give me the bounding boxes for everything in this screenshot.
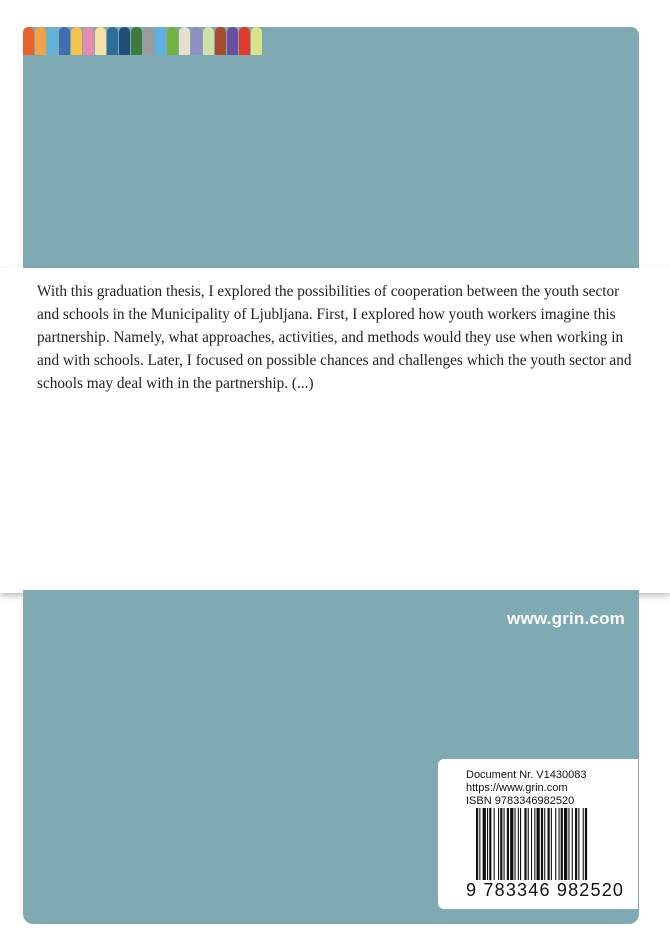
- barcode-bar: [572, 808, 573, 880]
- barcode-bar: [518, 808, 519, 880]
- barcode-bar: [524, 808, 526, 880]
- color-tab: [167, 27, 178, 55]
- isbn-label: ISBN 9783346982520: [466, 795, 575, 807]
- barcode-bar: [498, 808, 499, 880]
- barcode-bar: [559, 808, 560, 880]
- document-number: Document Nr. V1430083: [466, 769, 587, 781]
- barcode-bar: [541, 808, 543, 880]
- color-tab: [215, 27, 226, 55]
- barcode-bar: [551, 808, 552, 880]
- barcode-bar: [504, 808, 505, 880]
- barcode-bar: [494, 808, 495, 880]
- barcode-bar: [534, 808, 535, 880]
- barcode-bar: [510, 808, 513, 880]
- barcode-bar: [585, 808, 587, 880]
- color-tab: [227, 27, 238, 55]
- color-tab: [107, 27, 118, 55]
- barcode-bar: [578, 808, 579, 880]
- barcode-bar: [520, 808, 521, 880]
- barcode-bar: [500, 808, 502, 880]
- barcode-digits: 9 783346 982520: [466, 880, 625, 900]
- color-tab: [83, 27, 94, 55]
- barcode-bar: [561, 808, 563, 880]
- barcode-bar: [575, 808, 577, 880]
- barcode-bar: [544, 808, 545, 880]
- color-tab: [35, 27, 46, 55]
- color-tab: [143, 27, 154, 55]
- color-tab: [203, 27, 214, 55]
- barcode-bar: [548, 808, 550, 880]
- color-tab: [59, 27, 70, 55]
- barcode-icon: [476, 808, 624, 880]
- barcode-bar: [476, 808, 478, 880]
- color-tab: [71, 27, 82, 55]
- color-tab: [179, 27, 190, 55]
- barcode-bar: [489, 808, 491, 880]
- barcode-bar: [564, 808, 567, 880]
- color-tab: [47, 27, 58, 55]
- abstract-text: With this graduation thesis, I explored the possibilities of cooperation between the youth sector and schools in the Municipality of Ljubljana. First, I explored how youth workers imagine this partnership. Namely, what approaches, activities, and methods would they use when working in and with schools. Later, I focused on possible chances and challenges which the youth sector and schools may deal with in the partnership. (...): [37, 283, 632, 392]
- barcode-bar: [537, 808, 540, 880]
- color-tab: [23, 27, 34, 55]
- color-tab: [239, 27, 250, 55]
- barcode-bar: [528, 808, 529, 880]
- color-tab: [191, 27, 202, 55]
- barcode-bar: [487, 808, 488, 880]
- barcode-bar: [583, 808, 584, 880]
- color-tab: [251, 27, 262, 55]
- color-tab: [119, 27, 130, 55]
- barcode-bar: [568, 808, 569, 880]
- barcode-bar: [507, 808, 509, 880]
- color-tab-strip: [23, 27, 263, 55]
- publisher-website[interactable]: www.grin.com: [507, 609, 625, 628]
- barcode-bar: [483, 808, 486, 880]
- barcode-bar: [555, 808, 556, 880]
- barcode-bar: [479, 808, 480, 880]
- cover-top-panel: [23, 27, 639, 272]
- barcode-bar: [515, 808, 516, 880]
- color-tab: [95, 27, 106, 55]
- color-tab: [155, 27, 166, 55]
- barcode-bar: [531, 808, 532, 880]
- color-tab: [131, 27, 142, 55]
- document-url: https://www.grin.com: [466, 782, 568, 794]
